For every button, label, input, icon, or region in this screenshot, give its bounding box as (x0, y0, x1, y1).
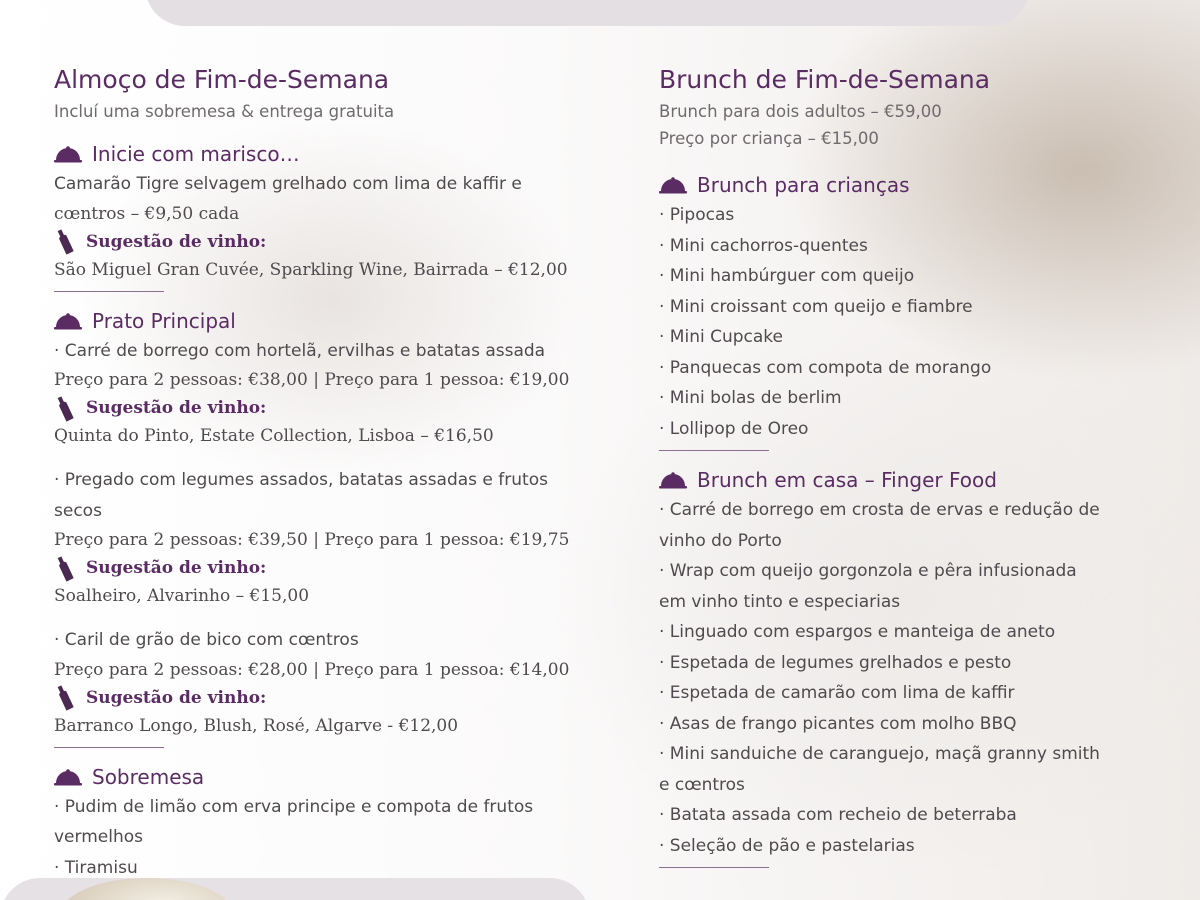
kids-menu-item: · Mini cachorros-quentes (659, 235, 868, 256)
kids-menu-item: · Mini bolas de berlim (659, 388, 842, 408)
wine-suggestion-text: Sugestão de vinho: (86, 398, 267, 418)
wine-bottle-icon (54, 396, 76, 422)
wine-suggestion-label (54, 555, 614, 582)
wine-bottle-icon (54, 685, 76, 711)
kids-brunch-heading (659, 170, 1149, 200)
finger-food-item: · Linguado com espargos e manteiga de aneto (659, 622, 1056, 642)
finger-food-item: vinho do Porto (659, 530, 782, 551)
dish-price: Preço para 2 pessoas: €38,00 | Preço para 1 pessoa: €19,00 (54, 370, 570, 390)
kids-menu-item: · Mini croissant com queijo e fiambre (659, 296, 973, 317)
kids-menu-item: · Panquecas com compota de morango (659, 357, 992, 378)
finger-food-item: · Batata assada com recheio de beterraba (659, 805, 1017, 825)
wine-suggestion-label (54, 685, 614, 712)
cloche-icon (54, 312, 82, 330)
divider (659, 450, 769, 451)
main-course-heading (54, 306, 614, 336)
wine-suggestion: São Miguel Gran Cuvée, Sparkling Wine, Bairrada – €12,00 (54, 259, 568, 280)
kids-menu-item: · Mini Cupcake (659, 327, 783, 347)
divider (54, 291, 164, 292)
finger-food-item: · Espetada de camarão com lima de kaffir (659, 683, 1015, 703)
finger-food-item: · Espetada de legumes grelhados e pesto (659, 652, 1012, 673)
wine-suggestion: Quinta do Pinto, Estate Collection, Lisboa – €16,50 (54, 426, 494, 446)
divider (54, 747, 164, 748)
dish-price: Preço para 2 pessoas: €39,50 | Preço para 1 pessoa: €19,75 (54, 530, 570, 550)
finger-food-item: · Mini sanduiche de caranguejo, maçã granny smith (659, 744, 1100, 764)
dessert-heading-label: Sobremesa (92, 764, 205, 789)
cloche-icon (659, 176, 687, 194)
kids-menu-item: · Lollipop de Oreo (659, 418, 809, 439)
dish-name: secos (54, 500, 102, 521)
brunch-child-price: Preço por criança – €15,00 (659, 129, 879, 148)
dessert-heading (54, 762, 614, 792)
finger-food-item: · Carré de borrego em crosta de ervas e redução de (659, 500, 1100, 520)
dish-name: · Caril de grão de bico com cœntros (54, 630, 359, 650)
brunch-adult-price: Brunch para dois adultos – €59,00 (659, 102, 942, 121)
wine-suggestion-label (54, 229, 614, 256)
dessert-item: · Pudim de limão com erva principe e compota de frutos (54, 796, 534, 817)
wine-suggestion-text: Sugestão de vinho: (86, 231, 267, 252)
cloche-icon (54, 768, 82, 786)
dessert-item: vermelhos (54, 827, 143, 847)
wine-suggestion: Soalheiro, Alvarinho – €15,00 (54, 586, 310, 606)
kids-menu-item: · Pipocas (659, 205, 735, 225)
weekend-brunch-column (659, 62, 1149, 872)
starter-heading (54, 139, 614, 169)
weekend-lunch-title: Almoço de Fim-de-Semana (54, 65, 390, 94)
starter-item-line: cœntros – €9,50 cada (54, 203, 240, 224)
wine-suggestion: Barranco Longo, Blush, Rosé, Algarve - €12,00 (54, 715, 459, 736)
wine-suggestion-label (54, 395, 614, 422)
finger-food-heading (659, 465, 1149, 495)
weekend-brunch-title: Brunch de Fim-de-Semana (659, 65, 991, 94)
wine-suggestion-text: Sugestão de vinho: (86, 558, 267, 578)
kids-menu-item: · Mini hambúrguer com queijo (659, 266, 915, 286)
wine-bottle-icon (54, 556, 76, 582)
finger-food-item: · Wrap com queijo gorgonzola e pêra infusionada (659, 561, 1077, 581)
wine-suggestion-text: Sugestão de vinho: (86, 687, 267, 708)
wine-bottle-icon (54, 229, 76, 255)
cloche-icon (54, 145, 82, 163)
finger-food-item: · Asas de frango picantes com molho BBQ (659, 713, 1017, 734)
dish-price: Preço para 2 pessoas: €28,00 | Preço para 1 pessoa: €14,00 (54, 659, 570, 680)
finger-food-heading-label: Brunch em casa – Finger Food (697, 468, 997, 492)
dish-name: · Carré de borrego com hortelã, ervilhas e batatas assada (54, 340, 546, 361)
top-banner (145, 0, 1030, 26)
starter-heading-label: Inicie com marisco… (92, 142, 300, 166)
starter-item-line: Camarão Tigre selvagem grelhado com lima de kaffir e (54, 174, 522, 194)
finger-food-item: · Seleção de pão e pastelarias (659, 835, 915, 856)
cloche-icon (659, 471, 687, 489)
kids-brunch-heading-label: Brunch para crianças (697, 173, 910, 197)
main-course-heading-label: Prato Principal (92, 308, 236, 333)
finger-food-item: e cœntros (659, 774, 745, 795)
dessert-item: · Tiramisu (54, 857, 138, 878)
weekend-lunch-column (54, 62, 614, 883)
weekend-lunch-subtitle: Incluí uma sobremesa & entrega gratuita (54, 102, 395, 121)
divider (659, 867, 769, 868)
dish-name: · Pregado com legumes assados, batatas assadas e frutos (54, 470, 548, 490)
finger-food-item: em vinho tinto e especiarias (659, 591, 901, 612)
